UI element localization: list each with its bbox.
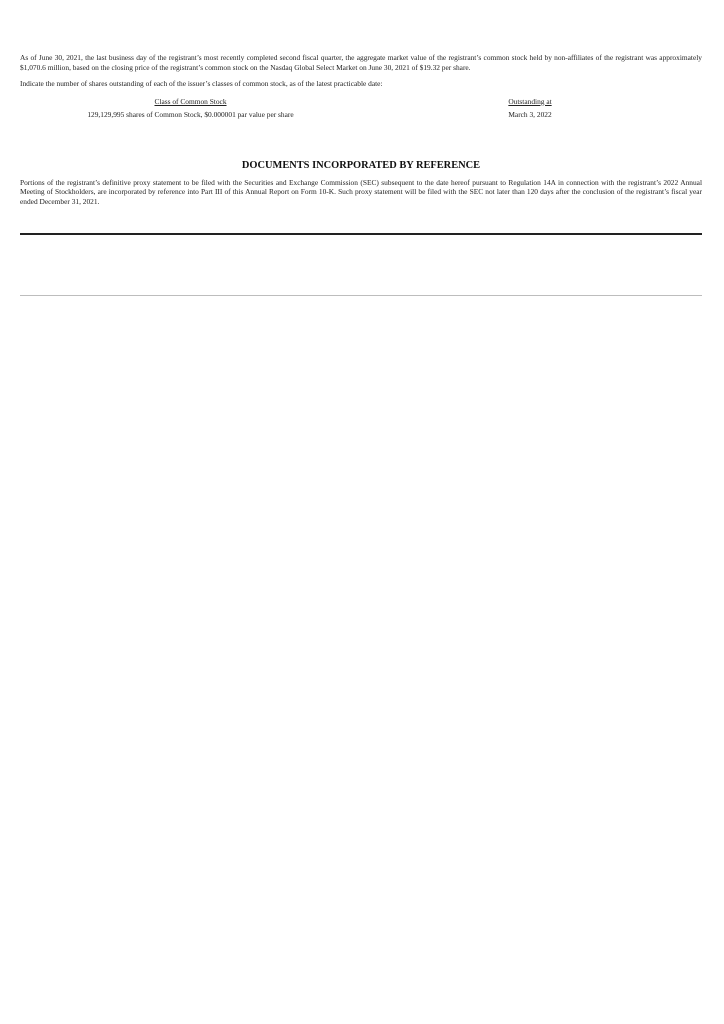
thin-divider: [20, 295, 702, 296]
market-value-paragraph: As of June 30, 2021, the last business day of the registrant’s most recently completed second fiscal quarter, the aggregate market value of the registrant’s common stock held by non-affiliates of the registrant was approximately $1,070.6 million, based on the closing price of the registrant’s common stock on the Nasdaq Global Select Market on June 30, 2021 of $19.32 per share.: [20, 53, 702, 72]
shares-outstanding-table: [20, 97, 702, 127]
outstanding-at-header: Outstanding at: [508, 96, 552, 106]
document-page: [20, 53, 702, 207]
class-of-common-stock-header: Class of Common Stock: [154, 96, 227, 106]
documents-incorporated-heading: DOCUMENTS INCORPORATED BY REFERENCE: [241, 159, 481, 171]
common-stock-class-value: 129,129,995 shares of Common Stock, $0.000001 par value per share: [87, 109, 294, 119]
proxy-statement-paragraph: Portions of the registrant’s definitive proxy statement to be filed with the Securities and Exchange Commission (SEC) subsequent to the date hereof pursuant to Regulation 14A in connection with the registrant’s 2022 Annual Meeting of Stockholders, are incorporated by reference into Part III of this Annual Report on Form 10-K. Such proxy statement will be filed with the SEC not later than 120 days after the conclusion of the registrant’s fiscal year ended December 31, 2021.: [20, 177, 702, 206]
thick-divider: [20, 233, 702, 235]
indicate-shares-paragraph: Indicate the number of shares outstanding of each of the issuer’s classes of common stock, as of the latest practicable date:: [20, 79, 383, 89]
outstanding-date-value: March 3, 2022: [508, 109, 552, 119]
